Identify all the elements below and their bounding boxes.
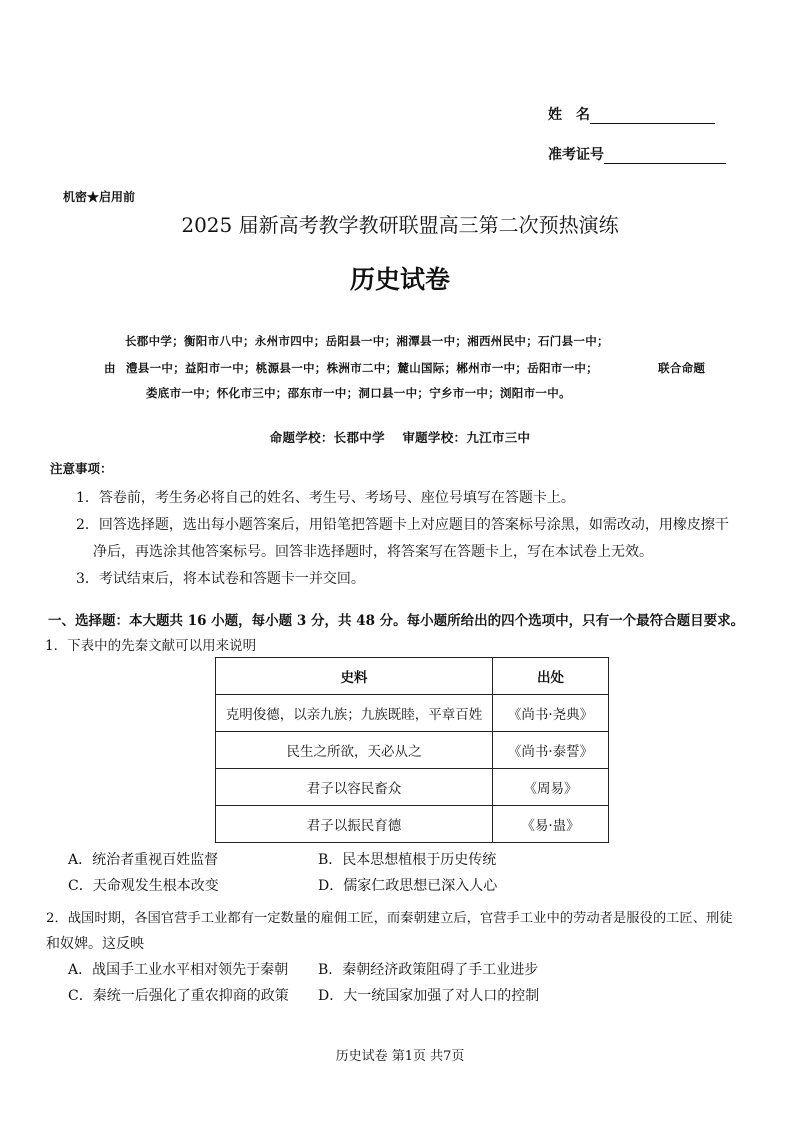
author-schools: 命题学校：长郡中学 审题学校：九江市三中 [269, 430, 531, 445]
q1-option-b: B．民本思想植根于历史传统 [318, 852, 497, 868]
schools-line-1: 长郡中学；衡阳市八中；永州市四中；岳阳县一中；湘潭县一中；湘西州民中；石门县一中； [125, 334, 609, 348]
note-item: 2．回答选择题，选出每小题答案后，用铅笔把答题卡上对应题目的答案标号涂黑，如需改动，用橡皮擦干 [76, 517, 729, 533]
exam-id-label: 准考证号 [548, 147, 604, 163]
name-blank[interactable] [590, 109, 715, 124]
q1-option-a: A．统治者重视百姓监督 [68, 852, 219, 868]
source-table [215, 657, 609, 843]
note-item: 1．答卷前，考生务必将自己的姓名、考生号、考场号、座位号填写在答题卡上。 [76, 490, 575, 506]
question-1-stem: 1．下表中的先秦文献可以用来说明 [45, 638, 257, 654]
table-row [216, 695, 609, 732]
notes-heading: 注意事项： [50, 461, 113, 476]
table-row [216, 769, 609, 806]
question-2-stem-cont: 和奴婢。这反映 [46, 936, 144, 952]
table-cell: 君子以振民育德 [216, 806, 493, 843]
table-cell: 《周易》 [493, 769, 609, 806]
schools-line-2: 澧县一中；益阳市一中；桃源县一中；株洲市二中；麓山国际；郴州市一中；岳阳市一中； [126, 361, 598, 375]
q2-option-a: A．战国手工业水平相对领先于秦朝 [68, 962, 289, 978]
section-heading: 一、选择题：本大题共 16 小题，每小题 3 分，共 48 分。每小题所给出的四个选项中，只有一个最符合题目要求。 [48, 613, 745, 629]
table-row [216, 732, 609, 769]
name-label: 姓 名 [548, 107, 590, 123]
table-cell: 《尚书·尧典》 [493, 695, 609, 732]
exam-id-blank[interactable] [604, 149, 726, 164]
q1-option-d: D．儒家仁政思想已深入人心 [318, 878, 498, 894]
table-cell: 《易·蛊》 [493, 806, 609, 843]
schools-line-3: 娄底市一中；怀化市三中；邵东市一中；洞口县一中；宁乡市一中；浏阳市一中。 [146, 386, 571, 400]
subject-title: 历史试卷 [349, 265, 450, 294]
schools-prefix: 由 [104, 361, 116, 375]
exam-title: 2025 届新高考教学教研联盟高三第二次预热演练 [181, 213, 619, 237]
q1-option-c: C．天命观发生根本改变 [68, 878, 219, 894]
q2-option-c: C．秦统一后强化了重农抑商的政策 [68, 988, 289, 1004]
q2-option-b: B．秦朝经济政策阻碍了手工业进步 [318, 962, 539, 978]
name-field[interactable] [548, 104, 715, 124]
table-cell: 民生之所欲，天必从之 [216, 732, 493, 769]
q2-option-d: D．大一统国家加强了对人口的控制 [318, 988, 540, 1004]
exam-id-field[interactable] [548, 144, 726, 164]
table-cell: 《尚书·泰誓》 [493, 732, 609, 769]
table-header: 出处 [493, 658, 609, 695]
table-cell: 君子以容民畜众 [216, 769, 493, 806]
note-item: 净后，再选涂其他答案标号。回答非选择题时，将答案写在答题卡上，写在本试卷上无效。 [93, 544, 653, 560]
table-cell: 克明俊德，以亲九族；九族既睦，平章百姓 [216, 695, 493, 732]
table-header: 史料 [216, 658, 493, 695]
page-footer: 历史试卷 第1页 共7页 [335, 1049, 465, 1064]
note-item: 3．考试结束后，将本试卷和答题卡一并交回。 [76, 571, 365, 587]
question-2-stem: 2．战国时期，各国官营手工业都有一定数量的雇佣工匠，而秦朝建立后，官营手工业中的劳动者是服役的工匠、刑徒 [46, 911, 733, 926]
schools-suffix: 联合命题 [658, 361, 706, 375]
table-row [216, 806, 609, 843]
table-header-row [216, 658, 609, 695]
confidential-mark: 机密★启用前 [63, 190, 136, 204]
